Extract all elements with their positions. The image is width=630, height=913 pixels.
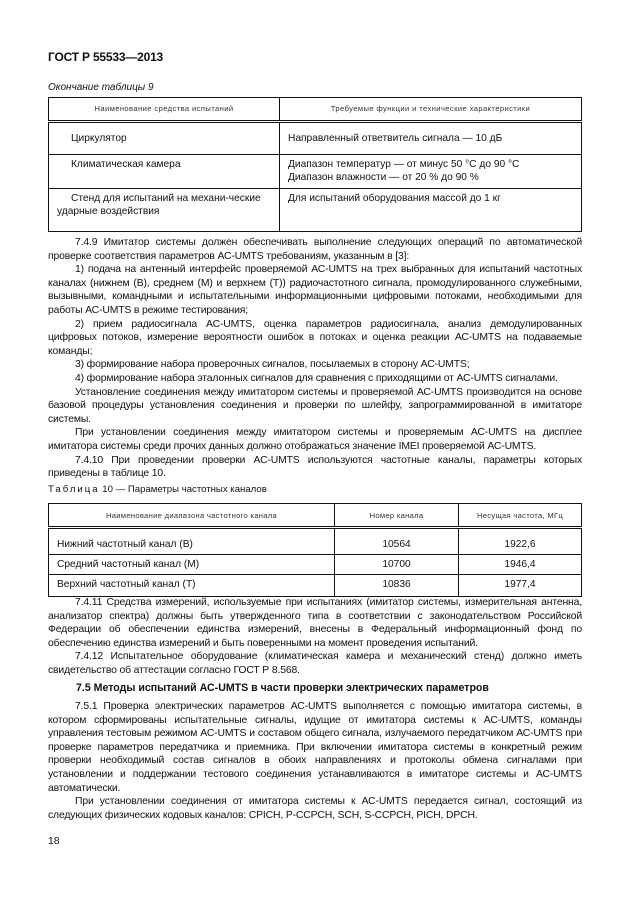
table9-header-row xyxy=(49,98,582,122)
table9-cell-name xyxy=(49,189,280,232)
paragraph: 4) формирование набора эталонных сигналов для сравнения с приходящими от АС-UMTS сигналами. xyxy=(75,372,558,384)
table-10 xyxy=(48,503,582,597)
table10-cell-channel: 10700 xyxy=(335,555,459,575)
table10-header-row xyxy=(49,504,582,528)
document-id-header: ГОСТ Р 55533—2013 xyxy=(48,50,164,64)
table10-cell-frequency: 1922,6 xyxy=(459,528,582,555)
page-number: 18 xyxy=(48,836,60,847)
table9-cell-spec: Направленный ответвитель сигнала — 10 дБ xyxy=(280,122,582,155)
table10-cell-frequency: 1977,4 xyxy=(459,575,582,597)
table9-col-specs: Требуемые функции и технические характеристики xyxy=(280,98,582,122)
paragraph: При установлении соединения от имитатора системы к АС-UMTS передается сигнал, состоящий из следующих физических кодовых каналов: CPICH, P-CCPCH, SCH, S-CCPCH, PICH, DPCH. xyxy=(48,796,582,821)
table10-caption xyxy=(48,484,267,495)
table9-cell-spec: Для испытаний оборудования массой до 1 кг xyxy=(280,189,582,232)
table-row xyxy=(49,122,582,155)
table-row xyxy=(49,575,582,597)
table10-col-channel: Номер канала xyxy=(335,504,459,528)
table10-cell-name: Верхний частотный канал (Т) xyxy=(49,575,335,597)
table10-cell-name: Средний частотный канал (М) xyxy=(49,555,335,575)
table9-spec-line: Диапазон температур — от минус 50 °С до 90 °С xyxy=(288,159,520,170)
table10-cell-channel: 10836 xyxy=(335,575,459,597)
table-row xyxy=(49,189,582,232)
table9-col-name: Наименование средства испытаний xyxy=(49,98,280,122)
paragraph: 7.5.1 Проверка электрических параметров АС-UMTS выполняется с помощью имитатора системы, в котором сформированы испытательные сигналы, идущие от имитатора системы к АС-UMTS, команды управления тестовым режимом АС-UMTS и составом общего сигнала, излучаемого передатчиком АС-UMTS при проверке параметров передатчика и приемника. При включении имитатора системы в конкретный режим проверки необходимый состав сигналов в обоих направлениях и протоколы обмена сигналами при установлении и поддержании тестового соединения устанавливаются в имитаторе системы и АС-UMTS автоматически. xyxy=(48,701,582,794)
paragraph: Установление соединения между имитатором системы и проверяемой АС-UMTS производится на основе базовой процедуры установления соединения и проверки по шлейфу, запрограммированной в имитаторе системы. xyxy=(48,386,582,425)
table10-caption-label: Таблица xyxy=(48,484,100,495)
paragraph: 7.4.9 Имитатор системы должен обеспечивать выполнение следующих операций по автоматической проверке соответствия параметров АС-UMTS требованиям, указанным в [3]: xyxy=(48,237,582,262)
table10-col-name: Наименование диапазона частотного канала xyxy=(49,504,335,528)
table9-cell-name-text: Стенд для испытаний на механи-ческие ударные воздействия xyxy=(57,193,261,217)
paragraph: 2) прием радиосигнала АС-UMTS, оценка параметров радиосигнала, анализ демодулированных цифровых потоков, измерение вероятности ошибок в потоках и оценка реакции АС-UMTS на подаваемые команды; xyxy=(48,318,582,357)
paragraph: 3) формирование набора проверочных сигналов, посылаемых в сторону АС-UMTS; xyxy=(75,359,470,371)
body-section-7-4-11 xyxy=(48,596,582,678)
table-row xyxy=(49,555,582,575)
paragraph: 1) подача на антенный интерфейс проверяемой АС-UMTS на трех выбранных для испытаний частотных каналах (нижнем (В), среднем (М) и верхнем (Т)) радиочастотного сигнала, промодулированного служебными, вызывными, командными и испытательными информационными цифровыми потоками, необходимыми для работы АС-UMTS в режиме тестирования; xyxy=(48,264,582,316)
table9-cell-name: Климатическая камера xyxy=(49,155,280,189)
table10-cell-channel: 10564 xyxy=(335,528,459,555)
table9-continuation-caption: Окончание таблицы 9 xyxy=(48,82,154,93)
section-heading-7-5: 7.5 Методы испытаний АС-UMTS в части проверки электрических параметров xyxy=(76,682,489,694)
table9-cell-spec xyxy=(280,155,582,189)
paragraph: При установлении соединения между имитатором системы и проверяемым АС-UMTS на дисплее имитатора системы среди прочих данных должно отображаться значение IMEI проверяемой АС-UMTS. xyxy=(48,427,582,452)
paragraph: 7.4.11 Средства измерений, используемые при испытаниях (имитатор системы, измерительная антенна, анализатор спектра) должны быть утвержденного типа в соответствии с законодательством Российской Федерации об обеспечении единства измерений, внесены в Федеральный информационный фонд по обеспечению единства измерений и быть поверенными на момент проведения испытаний. xyxy=(48,597,582,649)
body-section-7-5-1 xyxy=(48,700,582,822)
table-9 xyxy=(48,97,582,232)
table-row xyxy=(49,528,582,555)
table9-cell-name: Циркулятор xyxy=(49,122,280,155)
table9-spec-line: Диапазон влажности — от 20 % до 90 % xyxy=(288,172,479,183)
table10-cell-frequency: 1946,4 xyxy=(459,555,582,575)
table-row xyxy=(49,155,582,189)
table10-caption-title: 10 — Параметры частотных каналов xyxy=(99,484,267,495)
paragraph: 7.4.10 При проведении проверки АС-UMTS используются частотные каналы, параметры которых приведены в таблице 10. xyxy=(48,454,582,480)
table10-cell-name: Нижний частотный канал (В) xyxy=(49,528,335,555)
body-section-7-4-9 xyxy=(48,236,582,481)
paragraph: 7.4.12 Испытательное оборудование (климатическая камера и механический стенд) должно иметь свидетельство об аттестации согласно ГОСТ Р 8.568. xyxy=(48,651,582,676)
table10-col-frequency: Несущая частота, МГц xyxy=(459,504,582,528)
